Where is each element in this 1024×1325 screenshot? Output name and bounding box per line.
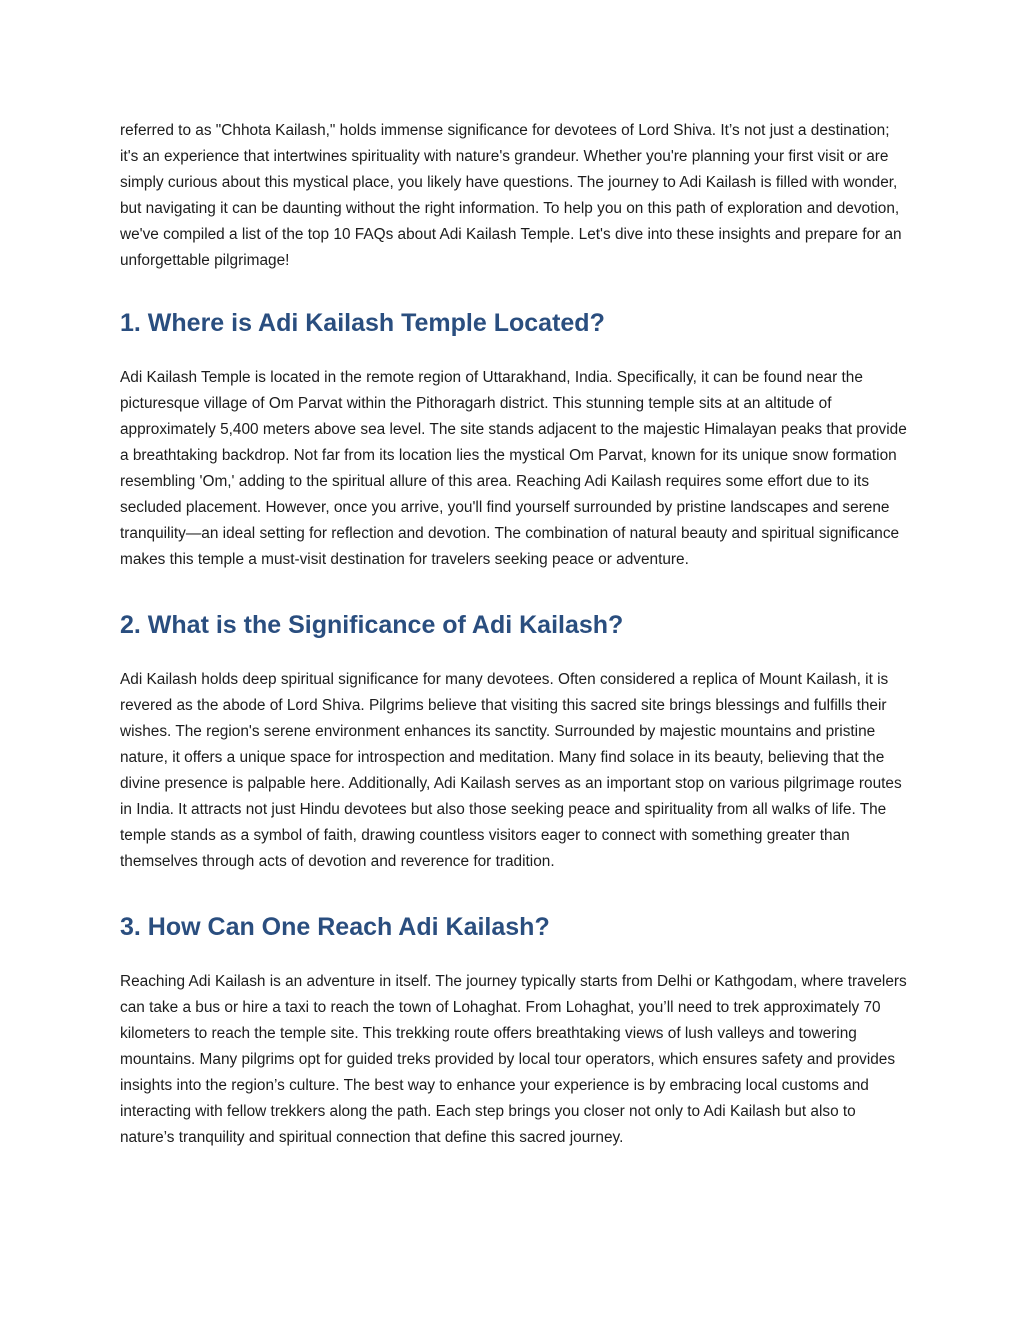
section-3-heading: 3. How Can One Reach Adi Kailash?: [120, 913, 550, 941]
section-1-body: Adi Kailash Temple is located in the remote region of Uttarakhand, India. Specifically, it can be found near the picturesque village of Om Parvat within the Pithoragarh district. This stunning temple sits at an altitude of approximately 5,400 meters above sea level. The site stands adjacent to the majestic Himalayan peaks that provide a breathtaking backdrop. Not far from its location lies the mystical Om Parvat, known for its unique snow formation resembling 'Om,' adding to the spiritual allure of this area. Reaching Adi Kailash requires some effort due to its secluded placement. However, once you arrive, you'll find yourself surrounded by pristine landscapes and serene tranquility—an ideal setting for reflection and devotion. The combination of natural beauty and spiritual significance makes this temple a must-visit destination for travelers seeking peace or adventure.: [120, 369, 907, 568]
section-2-body: Adi Kailash holds deep spiritual significance for many devotees. Often considered a replica of Mount Kailash, it is revered as the abode of Lord Shiva. Pilgrims believe that visiting this sacred site brings blessings and fulfills their wishes. The region's serene environment enhances its sanctity. Surrounded by majestic mountains and pristine nature, it offers a unique space for introspection and meditation. Many find solace in its beauty, believing that the divine presence is palpable here. Additionally, Adi Kailash serves as an important stop on various pilgrimage routes in India. It attracts not just Hindu devotees but also those seeking peace and spirituality from all walks of life. The temple stands as a symbol of faith, drawing countless visitors eager to connect with something greater than themselves through acts of devotion and reverence for tradition.: [120, 671, 902, 870]
section-1-heading: 1. Where is Adi Kailash Temple Located?: [120, 309, 605, 337]
document-page: [120, 118, 910, 1151]
section-2-heading: 2. What is the Significance of Adi Kailash?: [120, 611, 624, 639]
section-3-body: Reaching Adi Kailash is an adventure in itself. The journey typically starts from Delhi or Kathgodam, where travelers can take a bus or hire a taxi to reach the town of Lohaghat. From Lohaghat, you’ll need to trek approximately 70 kilometers to reach the temple site. This trekking route offers breathtaking views of lush valleys and towering mountains. Many pilgrims opt for guided treks provided by local tour operators, which ensures safety and provides insights into the region’s culture. The best way to enhance your experience is by embracing local customs and interacting with fellow trekkers along the path. Each step brings you closer not only to Adi Kailash but also to nature’s tranquility and spiritual connection that define this sacred journey.: [120, 973, 907, 1146]
intro-paragraph: referred to as "Chhota Kailash," holds immense significance for devotees of Lord Shiva. It’s not just a destination; it's an experience that intertwines spirituality with nature's grandeur. Whether you're planning your first visit or are simply curious about this mystical place, you likely have questions. The journey to Adi Kailash is filled with wonder, but navigating it can be daunting without the right information. To help you on this path of exploration and devotion, we've compiled a list of the top 10 FAQs about Adi Kailash Temple. Let's dive into these insights and prepare for an unforgettable pilgrimage!: [120, 122, 902, 269]
